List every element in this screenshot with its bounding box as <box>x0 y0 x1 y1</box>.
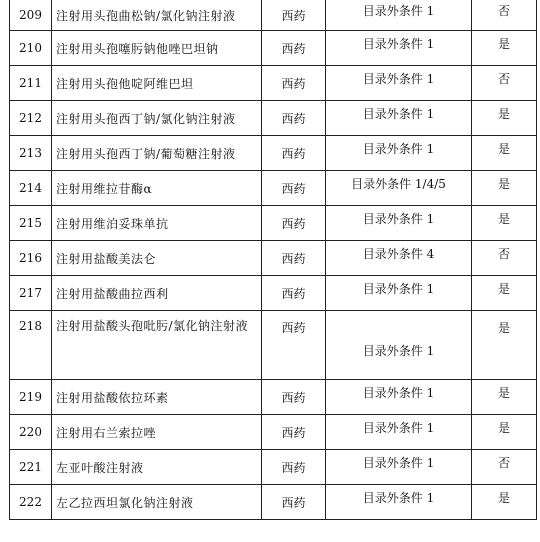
flag-text: 是 <box>497 36 510 51</box>
condition-text: 目录外条件 1 <box>362 71 435 86</box>
drug-type: 西药 <box>262 136 326 171</box>
condition <box>326 241 472 276</box>
table-row <box>10 380 537 415</box>
condition-text: 目录外条件 1/4/5 <box>351 176 446 191</box>
drug-name: 注射用头孢噻肟钠他唑巴坦钠 <box>52 31 262 66</box>
drug-name: 注射用头孢他啶阿维巴坦 <box>52 66 262 101</box>
condition-text: 目录外条件 1 <box>362 3 435 18</box>
table-row <box>10 31 537 66</box>
condition-text: 目录外条件 1 <box>362 281 435 296</box>
condition-text: 目录外条件 1 <box>362 141 435 156</box>
condition-text: 目录外条件 1 <box>362 455 435 470</box>
condition <box>326 311 472 380</box>
drug-name: 注射用盐酸依拉环素 <box>52 380 262 415</box>
condition-text: 目录外条件 1 <box>362 385 435 400</box>
table-row <box>10 276 537 311</box>
row-number: 214 <box>10 171 52 206</box>
flag-text: 否 <box>497 246 510 261</box>
condition-text: 目录外条件 1 <box>362 343 435 358</box>
flag-text: 是 <box>497 176 510 191</box>
flag <box>472 415 537 450</box>
row-number: 211 <box>10 66 52 101</box>
row-number: 220 <box>10 415 52 450</box>
row-number: 217 <box>10 276 52 311</box>
drug-type: 西药 <box>262 31 326 66</box>
condition-text: 目录外条件 1 <box>362 211 435 226</box>
flag-text: 是 <box>497 385 510 400</box>
flag-text: 是 <box>497 141 510 156</box>
condition <box>326 136 472 171</box>
row-number: 219 <box>10 380 52 415</box>
table-row <box>10 66 537 101</box>
table-row <box>10 311 537 380</box>
flag <box>472 66 537 101</box>
drug-type: 西药 <box>262 66 326 101</box>
condition-text: 目录外条件 1 <box>362 420 435 435</box>
flag-text: 是 <box>497 106 510 121</box>
drug-type: 西药 <box>262 171 326 206</box>
flag-text: 否 <box>497 455 510 470</box>
row-number: 221 <box>10 450 52 485</box>
row-number: 215 <box>10 206 52 241</box>
flag <box>472 276 537 311</box>
table-row <box>10 171 537 206</box>
drug-name: 注射用盐酸曲拉西利 <box>52 276 262 311</box>
table-row <box>10 206 537 241</box>
condition-text: 目录外条件 1 <box>362 36 435 51</box>
flag-text: 是 <box>497 281 510 296</box>
flag <box>472 380 537 415</box>
table-row <box>10 241 537 276</box>
row-number: 213 <box>10 136 52 171</box>
drug-list-table <box>9 0 537 520</box>
flag-text: 否 <box>497 3 510 18</box>
drug-type: 西药 <box>262 0 326 31</box>
drug-type: 西药 <box>262 415 326 450</box>
row-number: 222 <box>10 485 52 520</box>
flag-text: 是 <box>497 211 510 226</box>
row-number: 218 <box>10 311 52 380</box>
table-row <box>10 450 537 485</box>
flag-text: 是 <box>497 420 510 435</box>
condition-text: 目录外条件 1 <box>362 106 435 121</box>
flag <box>472 31 537 66</box>
flag <box>472 450 537 485</box>
row-number: 212 <box>10 101 52 136</box>
drug-name: 注射用维泊妥珠单抗 <box>52 206 262 241</box>
drug-type: 西药 <box>262 241 326 276</box>
condition <box>326 276 472 311</box>
condition <box>326 415 472 450</box>
drug-type: 西药 <box>262 450 326 485</box>
drug-type: 西药 <box>262 380 326 415</box>
drug-type: 西药 <box>262 206 326 241</box>
drug-name: 注射用头孢西丁钠/葡萄糖注射液 <box>52 136 262 171</box>
drug-name: 注射用维拉苷酶α <box>52 171 262 206</box>
drug-type: 西药 <box>262 276 326 311</box>
table-row <box>10 136 537 171</box>
condition <box>326 171 472 206</box>
condition <box>326 101 472 136</box>
condition <box>326 380 472 415</box>
drug-name: 注射用右兰索拉唑 <box>52 415 262 450</box>
table-row <box>10 485 537 520</box>
condition <box>326 0 472 31</box>
table-row <box>10 101 537 136</box>
drug-name: 左亚叶酸注射液 <box>52 450 262 485</box>
flag-text: 是 <box>497 321 510 335</box>
condition-text: 目录外条件 1 <box>362 490 435 505</box>
table-row <box>10 415 537 450</box>
condition <box>326 31 472 66</box>
drug-name: 注射用头孢西丁钠/氯化钠注射液 <box>52 101 262 136</box>
drug-name: 注射用头孢曲松钠/氯化钠注射液 <box>52 0 262 31</box>
drug-type: 西药 <box>262 485 326 520</box>
flag <box>472 241 537 276</box>
row-number: 210 <box>10 31 52 66</box>
drug-type: 西药 <box>262 101 326 136</box>
flag <box>472 206 537 241</box>
condition <box>326 450 472 485</box>
row-number: 216 <box>10 241 52 276</box>
flag <box>472 171 537 206</box>
condition <box>326 206 472 241</box>
flag <box>472 311 537 380</box>
flag <box>472 136 537 171</box>
drug-name: 左乙拉西坦氯化钠注射液 <box>52 485 262 520</box>
row-number: 209 <box>10 0 52 31</box>
condition <box>326 66 472 101</box>
drug-name: 注射用盐酸头孢吡肟/氯化钠注射液 <box>52 311 262 380</box>
flag <box>472 485 537 520</box>
table-row <box>10 0 537 31</box>
drug-type: 西药 <box>262 311 326 380</box>
condition <box>326 485 472 520</box>
flag-text: 否 <box>497 71 510 86</box>
condition-text: 目录外条件 4 <box>362 246 435 261</box>
flag <box>472 0 537 31</box>
flag <box>472 101 537 136</box>
drug-name: 注射用盐酸美法仑 <box>52 241 262 276</box>
flag-text: 是 <box>497 490 510 505</box>
table-body <box>10 0 537 520</box>
